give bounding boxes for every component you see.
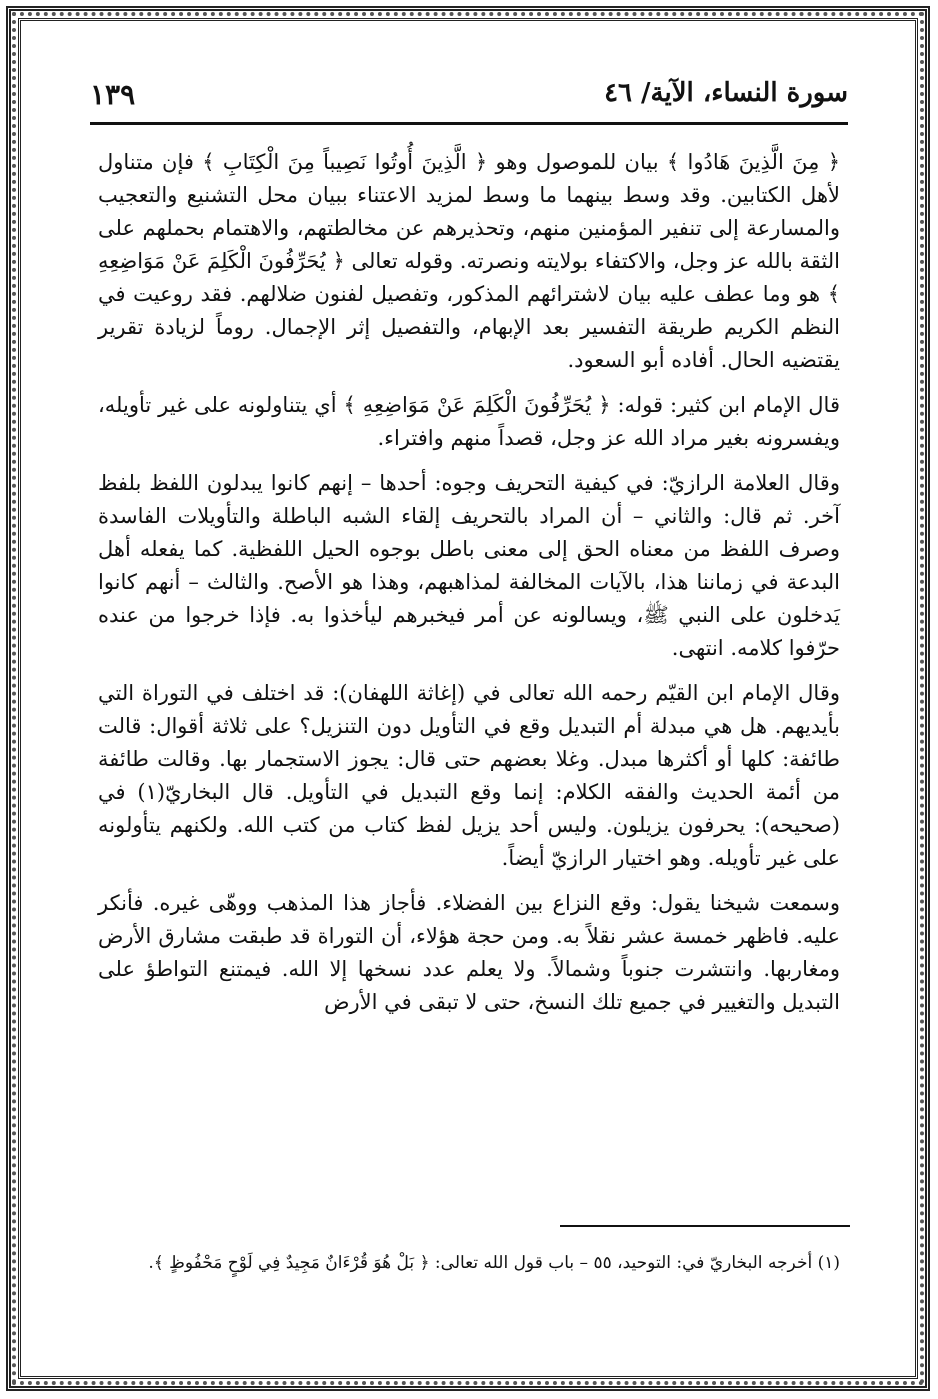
footnote: (١) أخرجه البخاريّ في: التوحيد، ٥٥ – باب قول الله تعالى: ﴿ بَلْ هُوَ قُرْءَانٌ مَجِيدٌ فِي لَوْحٍ مَحْفُوظٍ ﴾. — [148, 1253, 840, 1273]
paragraph: وسمعت شيخنا يقول: وقع النزاع بين الفضلاء. فأجاز هذا المذهب ووهّى غيره. فأنكر عليه. فاظهر خمسة عشر نقلاً به. ومن حجة هؤلاء، أن التوراة قد طبقت مشارق الأرض ومغاربها. وانتشرت جنوباً وشمالاً. ولا يعلم عدد نسخها إلا الله. فيمتنع التواطؤ على التبديل والتغيير في جميع تلك النسخ، حتى لا تبقى في الأرض — [98, 891, 840, 1014]
footnote-rule — [560, 1225, 850, 1227]
header-rule — [90, 122, 848, 125]
paragraph: ﴿ مِنَ الَّذِينَ هَادُوا ﴾ بيان للموصول وهو ﴿ الَّذِينَ أُوتُوا نَصِيباً مِنَ الْكِتَابِ ﴾ فإن متناول لأهل الكتابين. وقد وسط بينهما ما وسط لمزيد الاعتناء ببيان محل التشنيع والتعجيب والمسارعة إلى تنفير المؤمنين منهم، وتحذيرهم عن مخالطتهم، والاهتمام بحملهم على الثقة بالله عز وجل، والاكتفاء بولايته ونصرته. وقوله تعالى ﴿ يُحَرِّفُونَ الْكَلِمَ عَنْ مَوَاضِعِهِ ﴾ هو وما عطف عليه بيان لاشترائهم المذكور، وتفصيل لفنون ضلالهم. فقد روعيت في النظم الكريم طريقة التفسير بعد الإبهام، والتفصيل إثر الإجمال. روماً لزيادة تقرير يقتضيه الحال. أفاده أبو السعود. — [98, 150, 840, 372]
running-title: سورة النساء، الآية/ ٤٦ — [604, 78, 848, 108]
paragraph: وقال الإمام ابن القيّم رحمه الله تعالى في (إغاثة اللهفان): قد اختلف في التوراة التي بأيديهم. هل هي مبدلة أم التبديل وقع في التأويل دون التنزيل؟ على ثلاثة أقوال: قالت طائفة: كلها أو أكثرها مبدل. وغلا بعضهم حتى قال: يجوز الاستجمار بها. وقالت طائفة من أئمة الحديث والفقه الكلام: إنما وقع التبديل في التأويل. قال البخاريّ(١) في (صحيحه): يحرفون يزيلون. وليس أحد يزيل لفظ كتاب من كتب الله. ولكنهم يتأولونه على غير تأويله. وهو اختيار الرازيّ أيضاً. — [98, 681, 840, 870]
paragraph: قال الإمام ابن كثير: قوله: ﴿ يُحَرِّفُونَ الْكَلِمَ عَنْ مَوَاضِعِهِ ﴾ أي يتناولونه على غير تأويله، ويفسرونه بغير مراد الله عز وجل، قصداً منهم وافتراء. — [98, 393, 840, 450]
paragraph: وقال العلامة الرازيّ: في كيفية التحريف وجوه: أحدها – إنهم كانوا يبدلون اللفظ بلفظ آخر. ثم قال: والثاني – أن المراد بالتحريف إلقاء الشبه الباطلة والتأويلات الفاسدة وصرف اللفظ من معناه الحق إلى معنى باطل بوجوه الحيل اللفظية. كما يفعله أهل البدعة في زماننا هذا، بالآيات المخالفة لمذاهبهم، وهذا هو الأصح. والثالث – أنهم كانوا يَدخلون على النبي ﷺ، ويسالونه عن أمر فيخبرهم ليأخذوا به. فإذا خرجوا من عنده حرّفوا كلامه. انتهى. — [98, 471, 840, 660]
main-text — [98, 146, 840, 1031]
page-header — [90, 70, 848, 122]
page-number: ١٣٩ — [90, 78, 136, 111]
